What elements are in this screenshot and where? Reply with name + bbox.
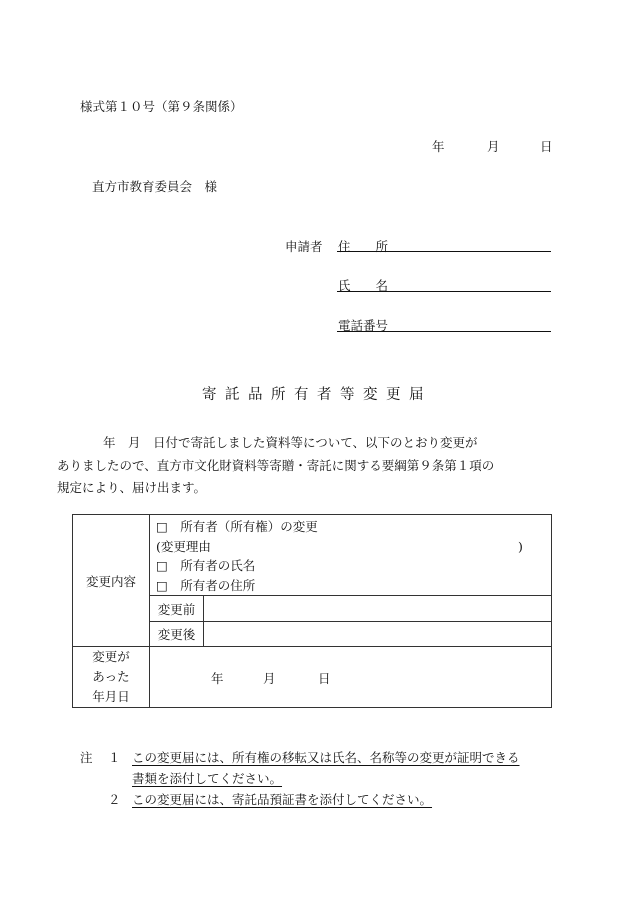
- before-value-field[interactable]: [204, 596, 552, 622]
- note-1-number: １: [108, 750, 121, 765]
- change-date-year: 年: [211, 671, 224, 686]
- phone-label: 電話番号: [338, 318, 389, 333]
- notes-prefix: 注: [80, 750, 93, 765]
- change-reason-row: [156, 537, 551, 557]
- change-date-label-2: あった: [92, 669, 130, 684]
- change-date-value[interactable]: [150, 647, 552, 708]
- after-value-field[interactable]: [204, 622, 552, 647]
- change-date-label-3: 年月日: [92, 689, 130, 704]
- change-date-day: 日: [318, 671, 331, 686]
- after-label: 変更後: [150, 622, 204, 647]
- change-options-cell: [150, 515, 552, 596]
- phone-field[interactable]: [337, 331, 551, 332]
- option-owner-name[interactable]: □ 所有者の氏名: [156, 558, 256, 573]
- applicant-label: 申請者: [285, 239, 323, 254]
- page-title: 寄託品所有者等変更届: [202, 387, 432, 403]
- note-2-line-1: この変更届には、寄託品預証書を添付してください。: [132, 792, 433, 807]
- date-day-label: 日: [540, 139, 553, 154]
- name-field[interactable]: [337, 291, 551, 292]
- address-field[interactable]: [337, 251, 551, 252]
- note-1-line-1: この変更届には、所有権の移転又は氏名、名称等の変更が証明できる: [132, 750, 520, 765]
- change-content-label: 変更内容: [73, 515, 150, 647]
- change-date-label: [73, 647, 150, 708]
- before-label: 変更前: [150, 596, 204, 622]
- addressee: 直方市教育委員会 様: [92, 179, 218, 194]
- change-form-table: [72, 514, 552, 708]
- note-2-number: ２: [108, 792, 121, 807]
- reason-close: ): [518, 538, 523, 554]
- body-line-1: 年 月 日付で寄託しました資料等について、以下のとおり変更が: [103, 435, 478, 450]
- body-line-2: ありましたので、直方市文化財資料等寄贈・寄託に関する要綱第９条第１項の: [57, 457, 495, 473]
- change-date-label-1: 変更が: [92, 649, 130, 664]
- address-label: 住 所: [338, 239, 389, 254]
- date-month-label: 月: [487, 139, 500, 154]
- form-number: 様式第１０号（第９条関係）: [80, 99, 243, 114]
- change-date-month: 月: [263, 671, 276, 686]
- name-label: 氏 名: [338, 278, 389, 293]
- date-header: [0, 137, 630, 153]
- body-paragraph: [57, 432, 550, 500]
- date-year-label: 年: [432, 139, 445, 154]
- reason-open: (変更理由: [156, 538, 211, 554]
- option-owner-address[interactable]: □ 所有者の住所: [156, 577, 256, 593]
- option-ownership[interactable]: □ 所有者（所有権）の変更: [156, 519, 318, 534]
- note-1-line-2: 書類を添付してください。: [132, 771, 283, 786]
- body-line-3: 規定により、届け出ます。: [57, 480, 207, 495]
